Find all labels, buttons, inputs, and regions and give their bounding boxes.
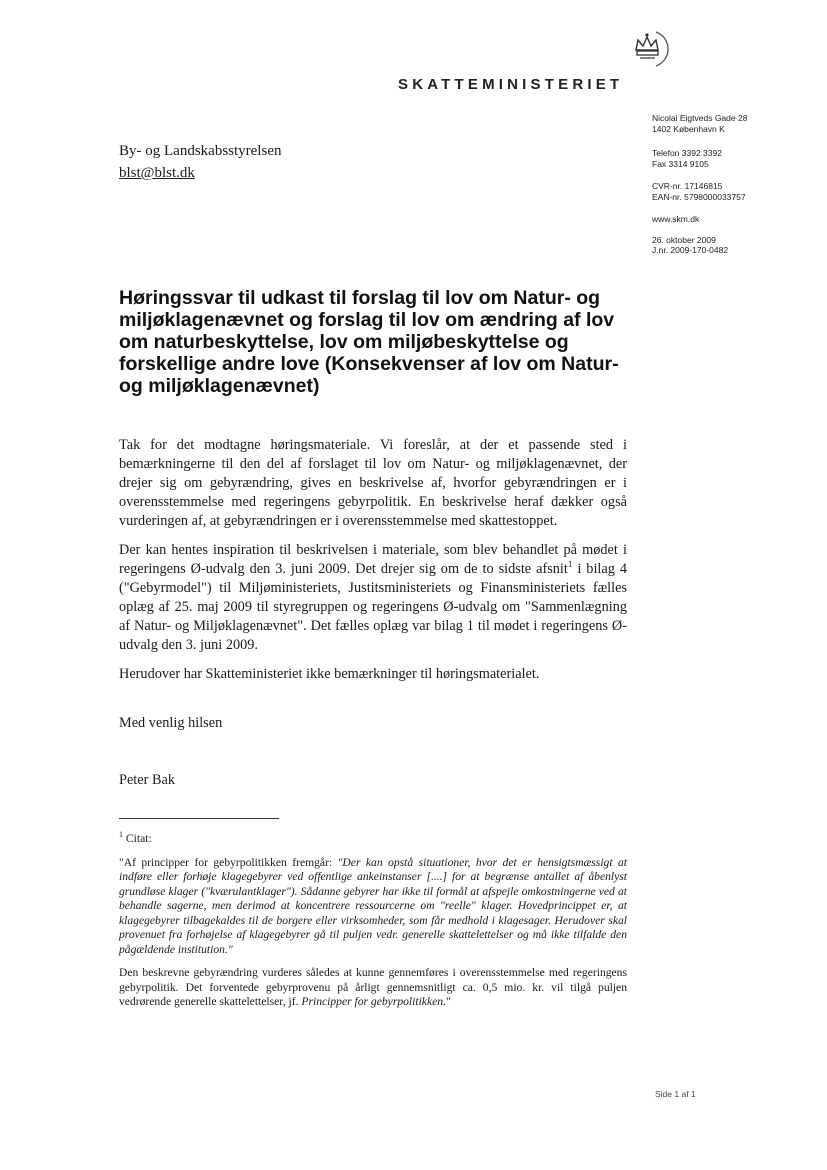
recipient-name: By- og Landskabsstyrelsen — [119, 143, 282, 159]
sender-address-line1: Nicolai Eigtveds Gade 28 — [652, 113, 748, 123]
footnote-paragraph-2-italic: Principper for gebyrpolitikken — [301, 995, 444, 1008]
recipient-block — [119, 140, 281, 184]
letter-title: Høringssvar til udkast til forslag til lov om Natur- og miljøklagenævnet og forslag til lov om ændring af lov om naturbeskyttelse, lov om miljøbeskyttelse og forskellige andre love (Konsekvenser af lov om Natur- og miljøklagenævnet) — [119, 287, 619, 397]
body-paragraph-2 — [119, 541, 627, 655]
recipient-email-link[interactable]: blst@blst.dk — [119, 165, 195, 181]
footnote-label-text: Citat: — [125, 832, 152, 845]
body-paragraph-2-text-a: Der kan hentes inspiration til beskrivelsen i materiale, som blev behandlet på mødet i regeringens Ø-udvalg den 3. juni 2009. Det drejer sig om de to sidste afsnit — [119, 542, 627, 577]
page-number: Side 1 af 1 — [655, 1089, 696, 1099]
sender-cvr: CVR-nr. 17146815 — [652, 181, 723, 191]
footnote-paragraph-2-text-a: Den beskrevne gebyrændring vurderes således at kunne gennemføres i overensstemmelse med regeringens gebyrpolitik. Det forventede gebyrprovenu på årligt gennemsnitligt ca. 0,5 mio. kr. vil tilgå puljen vedrørende generelle skattelettelser, jf. — [119, 966, 627, 1008]
sender-phone: Telefon 3392 3392 — [652, 148, 722, 158]
sender-info — [652, 113, 817, 262]
footnote-quote-italic: "Der kan opstå situationer, hvor det er hensigtsmæssigt at indføre eller forhøje klagegebyrer ved offentlige ankeinstanser [....] for at begrænse antallet af åbenlyst grundløse klager ("kværulantklager"). Sådanne gebyrer har ikke til formål at afspejle omkostningerne ved at behandle sagerne, men derimod at koncentrere ressourcerne om "reelle" klager. Hovedprincippet er, at klagegebyrer tilbagekaldes til de borgere eller virksomheder, som får medhold i klagesager. Herudover skal provenuet fra forhøjelse af klagegebyrer gå til puljen vedr. generelle skattelettelser og må ikke tilfalde den pågældende institution." — [119, 855, 628, 956]
footnote-label — [119, 832, 627, 847]
body-paragraph-2-text-b: i bilag 4 ("Gebyrmodel") til Miljøministeriets, Justitsministeriets og Finansministeriets fælles oplæg af 25. maj 2009 til styregruppen og regeringens Ø-udvalg om "Sammenlægning af Natur- og Miljøklagenævnet". Det fælles oplæg var bilag 1 til mødet i regeringens Ø-udvalg den 3. juni 2009. — [119, 561, 627, 653]
letter-body — [119, 436, 627, 694]
ministry-wordmark: SKATTEMINISTERIET — [398, 76, 624, 93]
crown-emblem-icon — [626, 26, 670, 70]
footnote-quote — [119, 856, 627, 958]
sender-address-line2: 1402 København K — [652, 123, 725, 134]
footnote-reference[interactable]: 1 — [567, 559, 573, 570]
footnote-block — [119, 832, 627, 1019]
sender-ean: EAN-nr. 5798000033757 — [652, 191, 746, 202]
footnote-divider — [119, 818, 279, 819]
footnote-marker: 1 — [119, 830, 123, 840]
sender-fax: Fax 3314 9105 — [652, 158, 709, 169]
journal-number: J.nr. 2009-170-0482 — [652, 245, 729, 255]
body-paragraph-1: Tak for det modtagne høringsmateriale. Vi foreslår, at der et passende sted i bemærkningerne til den del af forslaget til lov om Natur- og miljøklagenævnet, der drejer sig om gebyrændring, gives en beskrivelse af, hvorfor gebyrændringen er i overensstemmelse med regeringens gebyrpolitik. En beskrivelse heraf dækker også vurderingen af, at gebyrændringen er i overensstemmelse med skattestoppet. — [119, 437, 627, 529]
footnote-quote-intro: "Af principper for gebyrpolitikken fremgår: — [119, 855, 338, 869]
letter-date: 26. oktober 2009 — [652, 234, 716, 245]
signer-name: Peter Bak — [119, 772, 175, 788]
closing-greeting: Med venlig hilsen — [119, 715, 223, 731]
body-paragraph-3: Herudover har Skatteministeriet ikke bemærkninger til høringsmaterialet. — [119, 666, 540, 682]
footnote-paragraph-2 — [119, 966, 627, 1010]
sender-website-link[interactable]: www.skm.dk — [652, 214, 700, 224]
footnote-paragraph-2-text-b: ." — [443, 995, 451, 1008]
